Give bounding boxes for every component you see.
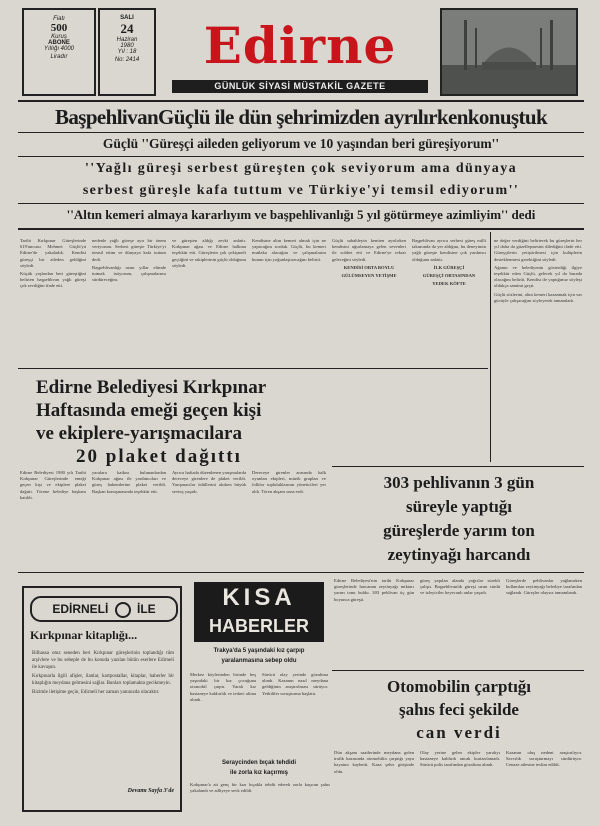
newspaper-subtitle: GÜNLÜK SİYASİ MÜSTAKİL GAZETE — [172, 80, 428, 93]
lead-deck-2b: serbest güreşle kafa tuttum ve Türkiye'yi temsil ediyorum'' — [82, 183, 520, 198]
municipality-headline-4: 20 plaket dağıttı — [76, 446, 242, 467]
ad-logo-icon — [115, 602, 131, 618]
wrestlers-headline-4: zeytinyağı harcandı — [387, 545, 531, 564]
kisa-item-2: yaralanmasına sebep oldu — [221, 658, 297, 664]
month: Haziran — [116, 37, 138, 43]
lead-headline: BaşpehlivanGüçlü ile dün şehrimizden ayrılırkenkonuştuk — [54, 105, 548, 129]
lead-deck-1: Güçlü ''Güreşçi aileden geliyorum ve 10 yaşından beri güreşiyorum'' — [102, 136, 500, 151]
wrestlers-headline-3: güreşlerde yarım ton — [383, 521, 535, 540]
price-label: Fiatı — [53, 16, 65, 22]
haberler-title: HABERLER — [208, 616, 309, 636]
lead-deck-2a: ''Yağlı güreşi serbest güreşten çok seviyorum ama dünyaya — [84, 161, 517, 176]
yearly-price: Yıllığı 4000 — [43, 46, 75, 52]
lead-col-6: Başpehlivan ayrıca serbest güreş milli takımında da yer aldığını, bu deneyimin yağlı güreşte kendisine çok yardımcı olduğunu anlattı. İLK GÜREŞÇİ GÜREŞÇİ ORTASINDAN YEDEK KÖFTE — [412, 238, 486, 287]
lower-col-1: Edirne Belediyesi'nin tarihi Kırkpınar güreşlerinde harcanan zeytinyağı miktarı yarım tonu buldu. 303 pehlivan üç gün boyunca güreşti. — [334, 578, 414, 602]
abone-label: ABONE — [48, 40, 70, 46]
lower-col-3: Güreşlerde pehlivanlar yağlanırken kullanılan zeytinyağı belediye tarafından sağlandı. Güreşler olaysız tamamlandı. — [506, 578, 582, 596]
lead-rule-3 — [18, 203, 584, 204]
ad-footer: Devamı Sayfa 3'de — [127, 788, 174, 794]
accident-col-1: Dün akşam saatlerinde meydana gelen trafik kazasında otomobilin çarptığı yaya hayatını kaybetti. Kaza şehir girişinde oldu. — [334, 750, 414, 774]
lead-deck-3: ''Altın kemeri almaya kararlıyım ve başpehlivanlığı 5 yıl götürmeye azimliyim'' dedi — [66, 207, 536, 222]
municipality-col-3: Ayrıca haftada düzenlenen yarışmalarda dereceye girenlere de plaket verildi. Yarışmacılar ödüllerini alırken büyük sevinç yaşadı. — [172, 470, 246, 494]
volume: Yıl : 18 — [117, 49, 137, 55]
lead-col-2: nedenle yağlı güreşe ayrı bir önem veriyorum. Serbest güreşte Türkiye'yi temsil ettim ve dünyaya kafa tuttum dedi. Başpehlivanlığı uzun yıllar elimde tutmak istiyorum, çalışmalarımı sürdüreceğim. — [92, 238, 166, 283]
newspaper-title: Edirne — [203, 16, 397, 75]
ad-brand-1: EDİRNELİ — [52, 602, 109, 616]
municipality-headline-1: Edirne Belediyesi Kırkpınar — [36, 377, 267, 398]
column-rule-vertical — [490, 232, 491, 462]
wrestlers-top-rule — [332, 466, 584, 467]
date-box — [98, 8, 156, 96]
municipality-headline-3: ve ekiplere-yarışmacılara — [36, 423, 242, 444]
day-label: SALI — [120, 15, 134, 21]
lead-col-3: ve güreşten aldığı zevki anlattı. Kırkpınar ağası ve Edirne halkına teşekkür etti. Güreşlerin çok çekişmeli geçtiğini ve rakiplerinin güçlü olduğunu söyledi. — [172, 238, 246, 268]
day-number: 24 — [120, 21, 134, 36]
lead-subhead-1: KENDİSİ ORTA BOYLU — [343, 264, 395, 270]
municipality-col-4: Dereceye girenler arasında halk oyunları ekipleri, müzik grupları ve folklor topluluklarının yöneticileri yer aldı. Tören akşam sona erdi. — [252, 470, 326, 494]
ad-title: Kırkpınar kitaplığı... — [30, 628, 138, 642]
municipality-headline-2: Haftasında emeği geçen kişi — [36, 400, 262, 421]
wrestlers-headline-2: süreyle yaptığı — [406, 497, 512, 516]
kisa-col-2: Sürücü olay yerinde gözaltına alındı. Kazanın nasıl meydana geldiğinin araştırılması sürüyor. Yetkililer soruşturma başlattı. — [262, 672, 328, 696]
kisa-col-3: Kırkpınar'a ait genç bir kızı bıçakla tehdit ederek zorla kaçıran şahıs yakalandı ve adliyeye sevk edildi. — [190, 782, 330, 794]
lead-subhead-4: GÜREŞÇİ ORTASINDAN — [422, 273, 476, 279]
issue-no: No: 2414 — [114, 57, 140, 63]
accident-col-3: Kazanın oluş nedeni araştırılıyor. Savcılık soruşturmayı sürdürüyor. Cenaze ailesine teslim edildi. — [506, 750, 582, 768]
middle-rule — [18, 572, 584, 573]
year: 1980 — [120, 43, 134, 49]
ad-box — [22, 586, 182, 812]
kisa-item-1: Trakya'da 5 yaşındaki kız çarpıp — [213, 648, 305, 654]
accident-col-2: Olay yerine gelen ekipler yaralıyı hastaneye kaldırdı ancak kurtarılamadı. Sürücü polis tarafından gözaltına alındı. — [420, 750, 500, 768]
municipality-top-rule — [18, 368, 488, 369]
mosque-photo — [440, 8, 578, 96]
lead-rule-2 — [18, 156, 584, 157]
lead-col-7: ne değer verdiğini belirterek bu güreşlerin her yıl daha da güzelleşmesini dilediğini ifade etti. Güreşçilerin yetiştirilmesi için kulüplerin desteklenmesi gerektiğini söyledi. Ağanın ve belediyenin gösterdiği ilgiye teşekkür eden Güçlü, gelecek yıl da burada olacağını belirtti. Kendisi ile yaptığımız söyleşi oldukça samimi geçti. Güçlü sözlerini, altın kemeri kazanmak için var gücüyle çalışacağını söyleyerek tamamladı. — [494, 238, 582, 303]
accident-headline-3: can verdi — [416, 723, 502, 742]
lead-subhead-5: YEDEK KÖFTE — [432, 281, 466, 287]
lead-col-1: Tarihi Kırkpınar Güreşlerinde 619'uncusu Mehmet Güçlü'yü Edirne'de yakaladık. Kendisi güreşçi bir aileden geldiğini söyledi. Küçük yaşlardan beri güreştiğini belirten başpehlivan yağlı güreşi çok sevdiğini ifade etti. — [20, 238, 86, 289]
lead-col-5: Güçlü sabahleyin kentten ayrılırken kendisini uğurlamaya gelen sevenleri ile sohbet etti ve Edirne'ye tekrar geleceğini söyledi. KENDİSİ ORTA BOYLU GÜLÜMSEYEN YETİŞME — [332, 238, 406, 279]
municipality-col-1: Edirne Belediyesi 1980 yılı Tarihi Kırkpınar Güreşlerinde emeği geçen kişi ve ekiplere plaket dağıttı. Törene belediye başkanı katıldı. — [20, 470, 86, 500]
lead-rule-1 — [18, 132, 584, 133]
mosque-icon — [442, 10, 576, 94]
lead-rule-4 — [18, 228, 584, 230]
kisa-item-4: ile zorla kız kaçırmış — [229, 770, 289, 776]
accident-headline-2: şahıs feci şekilde — [399, 700, 519, 719]
kisa-banner — [194, 582, 324, 642]
lead-subhead-3: İLK GÜREŞÇİ — [433, 264, 465, 270]
lower-col-2: güreş yapılan alanda yağcılar sürekli çalıştı. Başpehlivanlık güreşi uzun sürdü ve izleyiciler heyecanlı anlar yaşadı. — [420, 578, 500, 596]
price-box — [22, 8, 96, 96]
accident-top-rule — [332, 670, 584, 671]
wrestlers-headline-1: 303 pehlivanın 3 gün — [383, 473, 535, 492]
ad-brand — [30, 596, 178, 622]
kisa-item-3: Seraycinden bıçak tehdidi — [221, 760, 297, 766]
lira-label: Liradır — [50, 54, 68, 60]
lead-col-4: Kendisine altın kemeri almak için ne yapacağını sorduk. Güçlü, bu kemeri mutlaka alacağını ve çalışmalarını bunun için yoğunlaştıracağını belirtti. — [252, 238, 326, 262]
lead-subhead-2: GÜLÜMSEYEN YETİŞME — [341, 273, 397, 279]
kisa-col-1: Merkez köylerinden birinde beş yaşındaki bir kız çocuğuna otomobil çarptı. Yaralı kız hastaneye kaldırıldı ve tedavi altına alındı. — [190, 672, 256, 702]
kisa-title: KISA — [222, 584, 296, 611]
currency: Kuruş — [51, 34, 67, 40]
accident-headline-1: Otomobilin çarptığı — [386, 677, 532, 696]
masthead-rule — [18, 100, 584, 102]
price-value: 500 — [50, 22, 68, 34]
ad-body: Bilhassa otuz seneden beri Kırkpınar güreşlerinin toplandığı tüm arşivlere ve bu sebeple de bu konuda yazılan bütün eserlere Edirneli ile kavuşun. Kırkpınarla ilgili afişler, ilanlar, kartpostallar, kitaplar, haberler bir kitaplığın meydana gelmesini sağlar. Bunları toplamakta gecikmeyin. Bizimle iletişime geçin, Edirneli her zaman yanınızda olacaktır. — [32, 651, 174, 695]
municipality-col-2: yaralara katkısı bulunanlardan Kırkpınar ağası ile yardımcıları ve güreş hakemlerine plaket verildi. Başkan konuşmasında teşekkür etti. — [92, 470, 166, 494]
ad-brand-2: İLE — [137, 602, 156, 616]
